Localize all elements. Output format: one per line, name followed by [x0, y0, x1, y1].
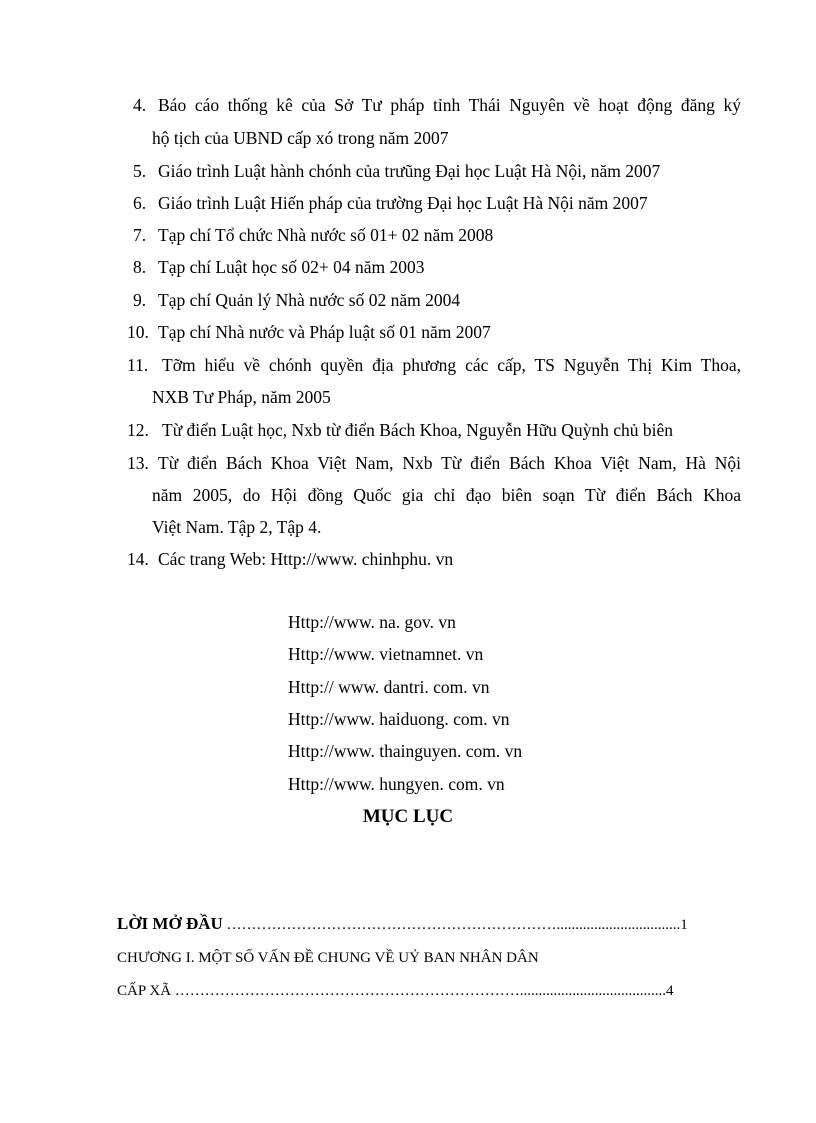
toc-entry-label: LỜI MỞ ĐẦU: [117, 914, 223, 933]
reference-item: 6.: [133, 193, 147, 213]
website-link: Http://www. hungyen. com. vn: [288, 774, 505, 794]
reference-text: Giáo trình Luật Hiến pháp của trường Đại học Luật Hà Nội năm 2007: [158, 193, 648, 213]
reference-text-cont: NXB Tư Pháp, năm 2005: [152, 387, 331, 407]
toc-entry-label: CẤP XÃ: [117, 983, 172, 999]
reference-text: Từ điển Bách Khoa Việt Nam, Nxb Từ điển Bách Khoa Việt Nam, Hà Nội: [158, 453, 741, 473]
toc-title: MỤC LỤC: [362, 806, 454, 827]
reference-text-cont: năm 2005, do Hội đồng Quốc gia chỉ đạo biên soạn Từ điển Bách Khoa: [152, 485, 741, 505]
reference-item: 11.: [127, 355, 149, 375]
reference-item: 13.: [127, 453, 149, 473]
reference-item: 9.: [133, 290, 147, 310]
reference-item: 14.: [127, 549, 149, 569]
reference-item: 10.: [127, 322, 149, 342]
website-link: Http://www. na. gov. vn: [288, 612, 456, 632]
reference-item: 5.: [133, 161, 147, 181]
reference-text: Tạp chí Tổ chức Nhà nước số 01+ 02 năm 2008: [158, 225, 494, 245]
website-link: Http://www. thainguyen. com. vn: [288, 741, 523, 761]
reference-text: Giáo trình Luật hành chónh của trưũng Đại học Luật Hà Nội, năm 2007: [158, 161, 661, 181]
reference-text-cont: hộ tịch của UBND cấp xó trong năm 2007: [152, 128, 449, 148]
website-link: Http://www. vietnamnet. vn: [288, 644, 484, 664]
reference-text: Tạp chí Quản lý Nhà nước số 02 năm 2004: [158, 290, 461, 310]
reference-text: Báo cáo thống kê của Sở Tư pháp tỉnh Thái Nguyên về hoạt động đăng ký: [158, 95, 741, 115]
toc-entry: [117, 950, 539, 967]
reference-text: Từ điển Luật học, Nxb từ điển Bách Khoa, Nguyễn Hữu Quỳnh chủ biên: [162, 420, 674, 440]
toc-leader: …………………………………………………………….......................................: [171, 983, 667, 999]
toc-leader: ………………………………………………………….................................: [222, 917, 681, 933]
toc-entry-label: CHƯƠNG I. MỘT SỐ VẤN ĐỀ CHUNG VỀ UỶ BAN NHÂN DÂN: [117, 950, 539, 966]
reference-item: 12.: [127, 420, 149, 440]
reference-text: Tạp chí Nhà nước và Pháp luật số 01 năm 2007: [158, 322, 491, 342]
reference-text: Tỡm hiểu về chónh quyền địa phương các cấp, TS Nguyễn Thị Kim Thoa,: [162, 355, 741, 375]
toc-page-number: 1: [680, 917, 688, 933]
website-link: Http://www. haiduong. com. vn: [288, 709, 510, 729]
reference-item: 8.: [133, 257, 147, 277]
website-link: Http:// www. dantri. com. vn: [288, 677, 490, 697]
reference-item: 4.: [133, 95, 147, 115]
reference-item: 7.: [133, 225, 147, 245]
reference-text-cont: Việt Nam. Tập 2, Tập 4.: [152, 517, 322, 537]
reference-text: Các trang Web: Http://www. chinhphu. vn: [158, 549, 454, 569]
toc-entry: [117, 983, 717, 1000]
reference-text: Tạp chí Luật học số 02+ 04 năm 2003: [158, 257, 425, 277]
toc-page-number: 4: [666, 983, 674, 999]
toc-entry: [117, 914, 717, 934]
